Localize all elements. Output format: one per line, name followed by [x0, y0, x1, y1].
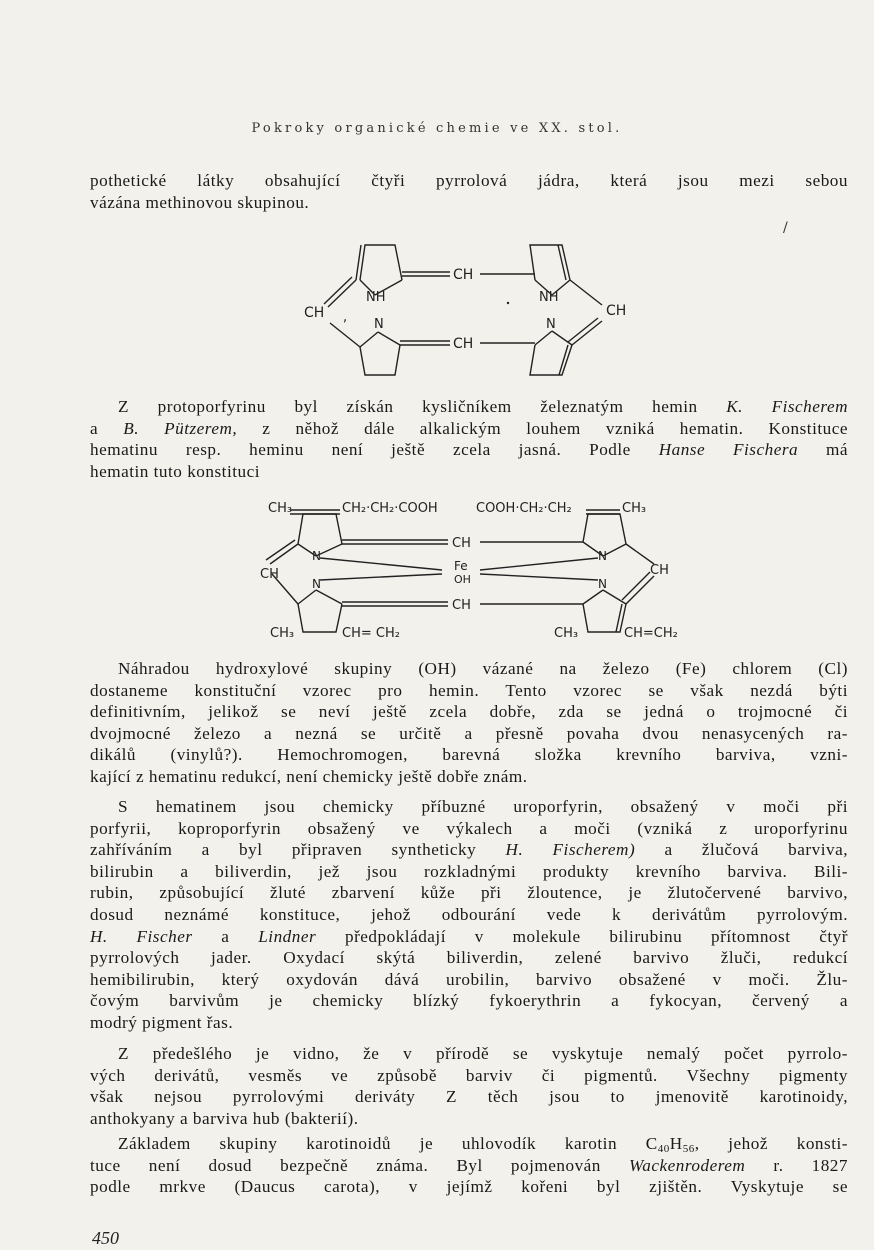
text-line: rubin, způsobující žluté zbarvení kůže při žloutence, je žlutočervené barvivo,: [90, 883, 848, 903]
vinyl-bottom-left: CH= CH₂: [342, 626, 400, 641]
text-line: definitivním, jelikož se neví ještě zcela dobře, zda se jedná o trojmocné či: [90, 702, 848, 722]
paragraph-intro: [90, 170, 848, 213]
text-line: dikálů (vinylů?). Hemochromogen, barevná složka krevního barviva, vzni-: [90, 745, 848, 765]
text-line: anthokyany a barviva hub (bakterií).: [90, 1108, 359, 1128]
porphin-structure-diagram: [290, 235, 650, 385]
text-line: podle mrkve (Daucus carota), v jejímž kořeni byl zjištěn. Vyskytuje se: [90, 1177, 848, 1197]
stray-mark: /: [783, 220, 788, 236]
nh-left-label: NH: [366, 290, 386, 305]
text-line: S hematinem jsou chemicky příbuzné uroporfyrin, obsažený v moči při: [118, 797, 848, 816]
methine-ch-bottom: CH: [452, 598, 471, 613]
text-line: H. Fischer a Lindner předpokládají v molekule bilirubinu přítomnost čtyř: [90, 926, 849, 946]
text-line: bilirubin a biliverdin, jež jsou rozkladnými produkty krevního barviva. Bili-: [90, 861, 848, 881]
text-line: hematin tuto konstituci: [90, 461, 260, 481]
vinyl-bottom-right: CH=CH₂: [624, 626, 678, 641]
text-line: Náhradou hydroxylové skupiny (OH) vázané na železo (Fe) chlorem (Cl): [118, 659, 848, 678]
paragraph-porphyrins: [90, 796, 848, 1034]
text-line: Z protoporfyrinu byl získán kysličníkem železnatým hemin K. Fischerem: [118, 397, 848, 416]
methine-ch-top: CH: [452, 536, 471, 551]
ch3-top-left: CH₃: [268, 501, 293, 516]
text-line: tuce není dosud bezpečně známa. Byl pojmenován Wackenroderem r. 1827: [90, 1155, 848, 1175]
paragraph-hemin: [90, 396, 848, 482]
text-line: porfyrii, koproporfyrin obsažený ve výkalech a moči (vzniká z uroporfyrinu: [90, 818, 848, 838]
paragraph-pigments: [90, 1043, 848, 1129]
methine-ch-left: CH: [304, 305, 325, 321]
paragraph-carotenoids: [90, 1133, 848, 1198]
ch3-bottom-right: CH₃: [554, 626, 579, 641]
methine-ch-right: CH: [606, 303, 627, 319]
text-line: dvojmocné železo a nezná se určitě a přesně povaha dvou nenasycených ra-: [90, 723, 848, 743]
text-line: dosud neznámé konstituce, jehož odbourání vede k derivátům pyrrolovým.: [90, 904, 848, 924]
methine-ch-top: CH: [453, 267, 474, 283]
n-upper-left: N: [312, 549, 321, 563]
methine-ch-right: CH: [650, 563, 669, 578]
text-line: dostaneme konstituční vzorec pro hemin. Tento vzorec se však nezdá býti: [90, 680, 848, 700]
text-line: hemibilirubin, který oxydován dává urobilin, barvivo obsažené v moči. Žlu-: [90, 969, 848, 989]
fe-label: Fe: [454, 559, 468, 573]
text-line: vých derivátů, vesměs ve způsobě barviv či pigmentů. Všechny pigmenty: [90, 1065, 848, 1085]
n-lower-left: N: [312, 577, 321, 591]
text-line: hematinu resp. heminu není ještě zcela jasná. Podle Hanse Fischera má: [90, 440, 848, 460]
text-line: Z předešlého je vidno, že v přírodě se vyskytuje nemalý počet pyrrolo-: [118, 1044, 848, 1063]
ch3-bottom-left: CH₃: [270, 626, 295, 641]
comma-mark: ,: [343, 310, 348, 325]
text-line: zahříváním a byl připraven syntheticky H. Fischerem) a žlučová barviva,: [90, 840, 849, 860]
text-line: vázána methinovou skupinou.: [90, 192, 310, 212]
hematin-structure-diagram: [258, 492, 698, 652]
page-number: 450: [92, 1228, 119, 1248]
text-line: pyrrolových jader. Oxydací skýtá biliverdin, zelené barvivo žluči, redukcí: [90, 948, 848, 968]
text-line: kající z hematinu redukcí, není chemicky ještě dobře znám.: [90, 766, 528, 786]
text-line: a B. Pützerem, z něhož dále alkalickým louhem vzniká hematin. Konstituce: [90, 418, 848, 438]
nh-right-label: NH: [539, 290, 559, 305]
text-line: pothetické látky obsahující čtyři pyrrolová jádra, která jsou mezi sebou: [90, 171, 848, 190]
running-header: Pokroky organické chemie ve XX. stol.: [251, 121, 623, 136]
text-line: Základem skupiny karotinoidů je uhlovodík karotin $C_{40}H_{56}$, jehož konsti-: [118, 1134, 848, 1155]
n-left-label: N: [374, 317, 384, 332]
n-right-label: N: [546, 317, 556, 332]
n-upper-right: N: [598, 549, 607, 563]
propionic-chain-right: COOH·CH₂·CH₂: [476, 501, 572, 516]
propionic-chain-left: CH₂·CH₂·COOH: [342, 501, 438, 516]
methine-ch-bottom: CH: [453, 336, 474, 352]
ch3-top-right: CH₃: [622, 501, 647, 516]
methine-ch-left: CH: [260, 567, 279, 582]
n-lower-right: N: [598, 577, 607, 591]
text-line: čovým barvivům je chemicky blízký fykoerythrin a fykocyan, červený a: [90, 991, 848, 1011]
paragraph-hemin-formula: [90, 658, 848, 788]
text-line: však nejsou pyrrolovými deriváty Z těch jsou to jmenovitě karotinoidy,: [90, 1087, 848, 1107]
text-line: modrý pigment řas.: [90, 1012, 234, 1032]
oh-label: OH: [454, 573, 471, 586]
